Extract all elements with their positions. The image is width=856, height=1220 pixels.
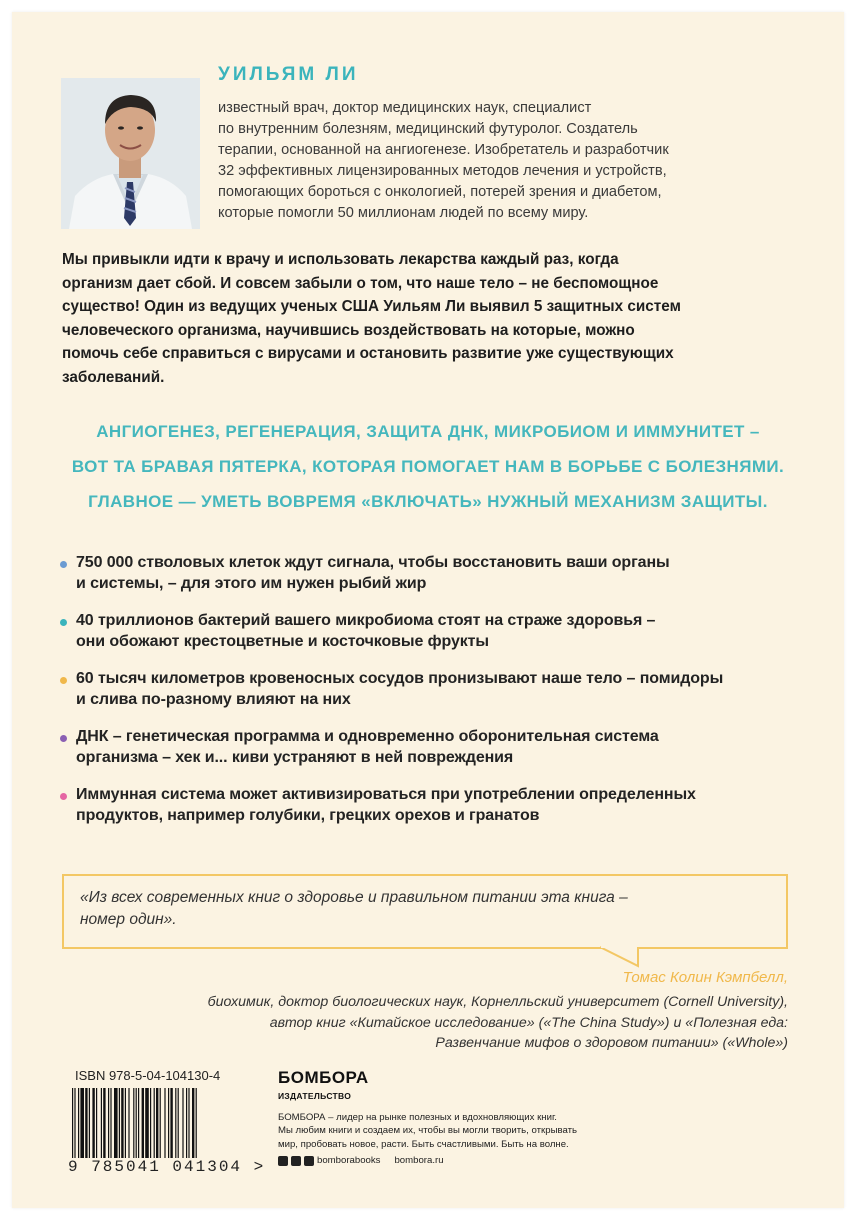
fact-item bbox=[58, 726, 818, 768]
fact-line: 750 000 стволовых клеток ждут сигнала, чтобы восстановить ваши органы bbox=[76, 554, 670, 571]
highlight-slogan bbox=[42, 414, 814, 519]
fact-line: и системы, – для этого им нужен рыбий жир bbox=[76, 575, 427, 592]
barcode-bar bbox=[192, 1088, 194, 1158]
quote-line: номер один». bbox=[80, 911, 177, 928]
barcode-bar bbox=[108, 1088, 109, 1158]
barcode-bar bbox=[133, 1088, 134, 1158]
barcode-bar bbox=[80, 1088, 84, 1158]
author-bio-line: 32 эффективных лицензированных методов лечения и устройств, bbox=[218, 163, 667, 179]
barcode-bar bbox=[101, 1088, 102, 1158]
publisher-logo-subtitle: ИЗДАТЕЛЬСТВО bbox=[278, 1091, 352, 1101]
fact-line: ДНК – генетическая программа и одновременно оборонительная система bbox=[76, 728, 659, 745]
social-handle: bomborabooks bbox=[317, 1155, 381, 1166]
quote-text bbox=[80, 887, 780, 931]
author-bio bbox=[218, 98, 808, 224]
publisher-line: мир, пробовать новое, расти. Быть счастливыми. Быть на волне. bbox=[278, 1138, 569, 1150]
author-bio-line: по внутренним болезням, медицинский футуролог. Создатель bbox=[218, 121, 638, 137]
barcode-digits: 9 785041 041304 > bbox=[68, 1158, 266, 1176]
bullet-dot-icon bbox=[60, 793, 67, 800]
isbn-label: ISBN 978-5-04-104130-4 bbox=[75, 1068, 221, 1083]
author-bio-line: которые помогли 50 миллионам людей по всему миру. bbox=[218, 205, 589, 221]
barcode-bar bbox=[96, 1088, 97, 1158]
facts-list bbox=[58, 552, 818, 842]
fact-line: Иммунная система может активизироваться при употреблении определенных bbox=[76, 786, 696, 803]
fact-item bbox=[58, 610, 818, 652]
intro-line: заболеваний. bbox=[62, 368, 165, 386]
barcode-bar bbox=[85, 1088, 87, 1158]
facebook-icon bbox=[278, 1156, 288, 1166]
publisher-site: bombora.ru bbox=[394, 1155, 444, 1166]
barcode-bar bbox=[145, 1088, 149, 1158]
barcode-bar bbox=[188, 1088, 189, 1158]
barcode-bar bbox=[110, 1088, 111, 1158]
barcode-bar bbox=[175, 1088, 176, 1158]
intro-line: помочь себе справиться с вирусами и остановить развитие уже существующих bbox=[62, 345, 674, 362]
barcode-bar bbox=[138, 1088, 139, 1158]
barcode-bar bbox=[182, 1088, 183, 1158]
barcode-bar bbox=[156, 1088, 158, 1158]
barcode-bar bbox=[170, 1088, 172, 1158]
highlight-line: ВОТ ТА БРАВАЯ ПЯТЕРКА, КОТОРАЯ ПОМОГАЕТ НАМ В БОРЬБЕ С БОЛЕЗНЯМИ. bbox=[71, 457, 785, 476]
fact-line: организма – хек и... киви устраняют в ней повреждения bbox=[76, 749, 514, 766]
barcode-bar bbox=[72, 1088, 73, 1158]
author-bio-line: помогающих бороться с онкологией, потерей зрения и диабетом, bbox=[218, 184, 662, 200]
bullet-dot-icon bbox=[60, 619, 67, 626]
barcode-bar bbox=[125, 1088, 126, 1158]
publisher-logo: БОМБОРА bbox=[278, 1068, 369, 1087]
barcode-bar bbox=[136, 1088, 137, 1158]
barcode-bar bbox=[186, 1088, 187, 1158]
intro-line: организм дает сбой. И совсем забыли о том, что наше тело – не беспомощное bbox=[62, 274, 659, 292]
publisher-line: Мы любим книги и создаем их, чтобы вы могли творить, открывать bbox=[278, 1125, 577, 1137]
quote-role-line: Развенчание мифов о здоровом питании» («Whole») bbox=[435, 1035, 788, 1051]
barcode-bar bbox=[103, 1088, 105, 1158]
intro-paragraph bbox=[62, 248, 802, 389]
fact-line: продуктов, например голубики, грецких орехов и гранатов bbox=[76, 807, 540, 824]
publisher-description bbox=[278, 1111, 598, 1151]
publisher-line: БОМБОРА – лидер на рынке полезных и вдохновляющих книг. bbox=[278, 1112, 557, 1123]
intro-line: человеческого организма, научившись воздействовать на которые, можно bbox=[62, 321, 635, 339]
barcode-bar bbox=[142, 1088, 144, 1158]
author-name: УИЛЬЯМ ЛИ bbox=[218, 64, 359, 85]
fact-item bbox=[58, 668, 818, 710]
vk-icon bbox=[291, 1156, 301, 1166]
highlight-line: АНГИОГЕНЕЗ, РЕГЕНЕРАЦИЯ, ЗАЩИТА ДНК, МИКРОБИОМ И ИММУНИТЕТ – bbox=[96, 422, 760, 441]
fact-line: и слива по-разному влияют на них bbox=[76, 691, 351, 708]
barcode-bar bbox=[196, 1088, 197, 1158]
fact-line: они обожают крестоцветные и косточковые фрукты bbox=[76, 633, 489, 650]
barcode-bar bbox=[164, 1088, 165, 1158]
bullet-dot-icon bbox=[60, 677, 67, 684]
barcode-bar bbox=[92, 1088, 94, 1158]
intro-line: существо! Один из ведущих ученых США Уильям Ли выявил 5 защитных систем bbox=[62, 298, 681, 315]
quote-line: «Из всех современных книг о здоровье и правильном питании эта книга – bbox=[80, 889, 628, 906]
author-photo bbox=[61, 78, 200, 229]
barcode-bar bbox=[160, 1088, 161, 1158]
intro-line: Мы привыкли идти к врачу и использовать лекарства каждый раз, когда bbox=[62, 251, 619, 268]
barcode-bar bbox=[74, 1088, 75, 1158]
quote-author: Томас Колин Кэмпбелл, bbox=[622, 969, 788, 986]
barcode-bar bbox=[89, 1088, 90, 1158]
highlight-line: ГЛАВНОЕ — УМЕТЬ ВОВРЕМЯ «ВКЛЮЧАТЬ» НУЖНЫЙ МЕХАНИЗМ ЗАЩИТЫ. bbox=[88, 492, 768, 511]
barcode-bar bbox=[78, 1088, 79, 1158]
author-bio-line: известный врач, доктор медицинских наук, специалист bbox=[218, 100, 592, 116]
barcode-bar bbox=[119, 1088, 120, 1158]
quote-tail-icon bbox=[600, 946, 640, 968]
bullet-dot-icon bbox=[60, 561, 67, 568]
book-back-cover bbox=[12, 12, 844, 1208]
fact-item bbox=[58, 784, 818, 826]
fact-item bbox=[58, 552, 818, 594]
author-bio-line: терапии, основанной на ангиогенезе. Изобретатель и разработчик bbox=[218, 142, 669, 158]
barcode-bar bbox=[114, 1088, 118, 1158]
bullet-dot-icon bbox=[60, 735, 67, 742]
barcode-icon bbox=[70, 1088, 250, 1158]
quote-role-line: биохимик, доктор биологических наук, Корнелльский университет (Cornell University), bbox=[207, 994, 788, 1010]
barcode-bar bbox=[150, 1088, 151, 1158]
barcode-bar bbox=[128, 1088, 129, 1158]
quote-role-line: автор книг «Китайское исследование» («The China Study») и «Полезная еда: bbox=[269, 1014, 788, 1031]
publisher-social bbox=[278, 1155, 444, 1166]
instagram-icon bbox=[304, 1156, 314, 1166]
fact-line: 40 триллионов бактерий вашего микробиома стоят на страже здоровья – bbox=[76, 612, 656, 629]
barcode-bar bbox=[178, 1088, 179, 1158]
barcode-bar bbox=[168, 1088, 169, 1158]
barcode-bar bbox=[154, 1088, 155, 1158]
fact-line: 60 тысяч километров кровеносных сосудов пронизывают наше тело – помидоры bbox=[76, 670, 724, 687]
barcode-bar bbox=[121, 1088, 123, 1158]
quote-author-role bbox=[122, 992, 788, 1054]
